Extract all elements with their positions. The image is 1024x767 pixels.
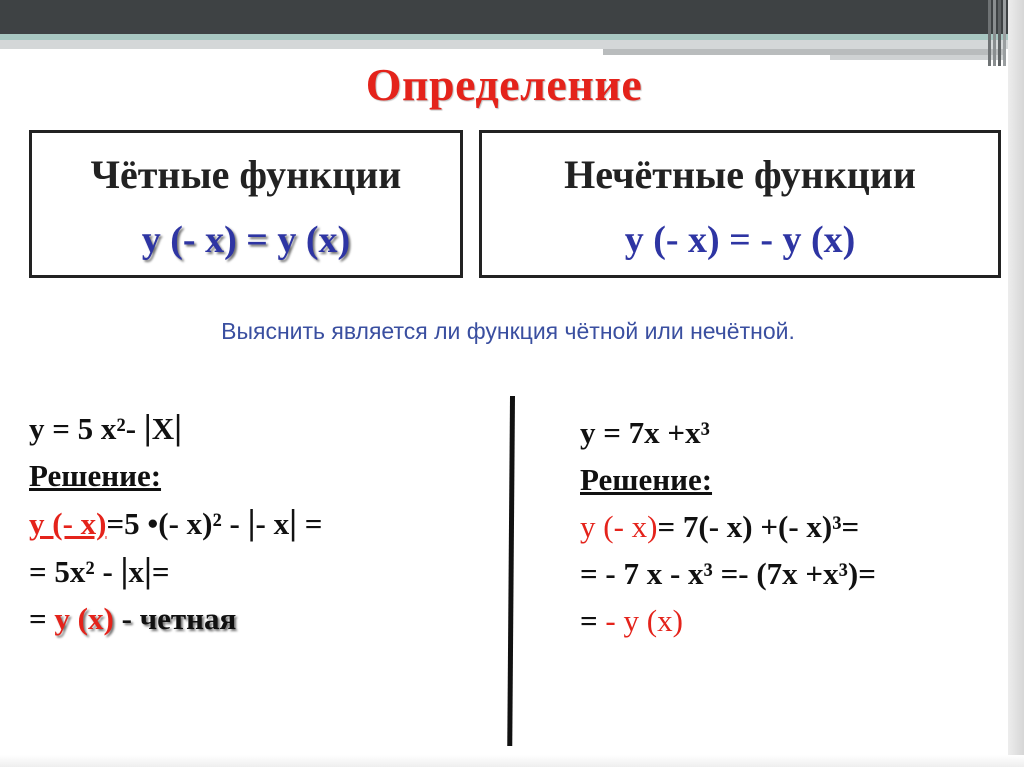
column-divider: [507, 396, 515, 746]
right-step-1-rest: = 7(- x) +(- x)³=: [657, 509, 860, 544]
left-step-1-rest-b: =: [297, 506, 323, 541]
even-functions-box: [29, 130, 463, 278]
slide-right-shadow: [1008, 0, 1024, 767]
odd-functions-heading: Нечётные функции: [564, 152, 916, 197]
left-example: [29, 404, 322, 642]
left-solution-label: Решение:: [29, 458, 162, 493]
left-step-1-red: y (- x): [29, 506, 107, 541]
left-step-2: [29, 547, 322, 595]
left-step-1: [29, 499, 322, 547]
abs-bar: |: [289, 502, 298, 542]
even-functions-formula: y (- x) = y (x): [141, 219, 351, 261]
slide-title: Определение: [365, 59, 643, 110]
abs-bar: |: [143, 407, 152, 447]
odd-functions-box: [479, 130, 1001, 278]
right-example: [580, 409, 876, 644]
odd-functions-formula: y (- x) = - y (x): [624, 219, 856, 261]
right-step-1: [580, 503, 876, 550]
right-solution-label: Решение:: [580, 462, 713, 497]
right-step-1-red: y (- x): [580, 509, 658, 544]
left-step-2-prefix: = 5x² -: [29, 554, 121, 589]
header-vertical-stripes: [988, 0, 1008, 66]
even-functions-heading: Чётные функции: [90, 152, 402, 197]
left-function-abs-content: X: [151, 411, 175, 446]
left-function: [29, 404, 322, 452]
left-step-3-suffix: - четная: [113, 601, 237, 636]
header-dark-band: [0, 0, 1024, 34]
left-step-3: [29, 595, 322, 642]
right-step-3-prefix: =: [580, 603, 606, 638]
left-function-prefix: y = 5 x²-: [29, 411, 144, 446]
left-step-2-abs-content: x: [128, 554, 144, 589]
right-function: y = 7x +x³: [580, 415, 710, 450]
left-step-3-red: y (x): [54, 601, 114, 636]
right-step-3: [580, 597, 876, 644]
slide-bottom-shadow: [0, 755, 1024, 767]
abs-bar: |: [143, 550, 152, 590]
left-step-1-rest-a: =5 •(- x)² -: [106, 506, 248, 541]
abs-bar: |: [120, 550, 129, 590]
right-step-2: = - 7 x - x³ =- (7x +x³)=: [580, 556, 876, 591]
left-step-2-suffix: =: [151, 554, 170, 589]
left-step-3-prefix: =: [29, 601, 55, 636]
left-step-1-abs-content: - x: [255, 506, 290, 541]
task-statement: Выяснить является ли функция чётной или нечётной.: [221, 318, 795, 344]
right-step-3-red: - y (x): [605, 603, 683, 638]
abs-bar: |: [247, 502, 256, 542]
header-grey-band: [0, 40, 1024, 49]
abs-bar: |: [174, 407, 183, 447]
